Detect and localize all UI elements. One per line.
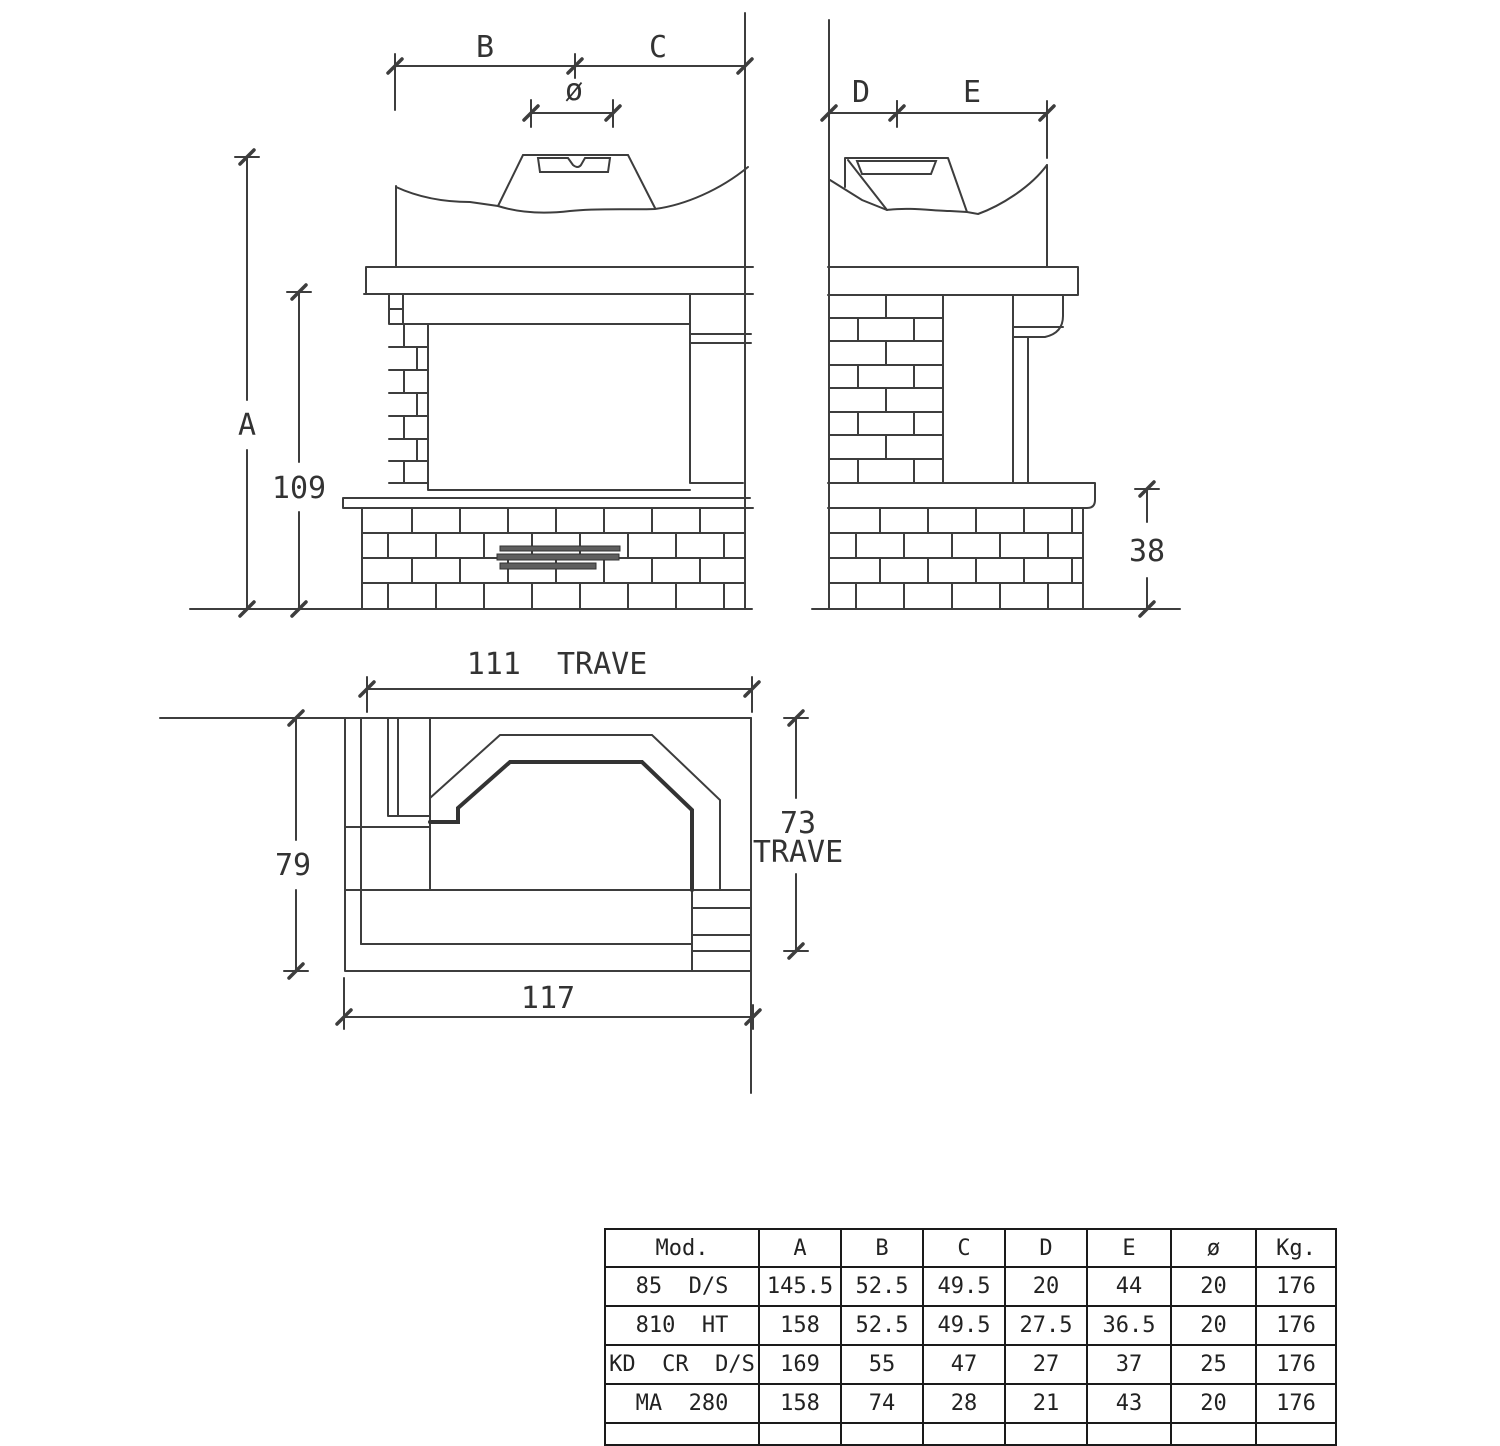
corbel [1013,295,1063,337]
value-a: 145.5 [759,1267,841,1306]
flue-collar-notched-plate [538,158,610,172]
value-diameter: 20 [1171,1384,1256,1423]
label-dim-c: C [648,30,668,65]
col-header-diameter: ø [1171,1229,1256,1267]
table-header-row [605,1229,1336,1267]
firebox-opening [428,324,690,490]
side-wall-break-line [830,165,1047,214]
col-header-mod: Mod. [605,1229,759,1267]
side-mantel-shelf [828,267,1078,295]
label-dim-e: E [962,75,982,110]
value-d: 21 [1005,1384,1087,1423]
value-c: 49.5 [923,1267,1005,1306]
value-e: 37 [1087,1345,1171,1384]
label-dim-diameter: ø [564,73,584,108]
ash-grill [497,546,620,569]
value-c: 47 [923,1345,1005,1384]
value-d: 27.5 [1005,1306,1087,1345]
flue-collar-trapezoid [498,155,655,208]
dimensions-table [604,1228,1337,1446]
value-kg: 176 [1256,1384,1336,1423]
value-a: 158 [759,1384,841,1423]
plan-firebox-outline [430,762,692,890]
frieze-left-jamb [389,294,690,324]
label-dim-79: 79 [274,848,312,883]
label-dim-a: A [237,408,257,443]
col-header-c: C [923,1229,1005,1267]
value-a: 158 [759,1306,841,1345]
label-dim-109: 109 [271,471,327,506]
label-dim-d: D [851,75,871,110]
plan-outer-chamfer [430,735,720,890]
front-view [190,13,753,609]
label-dim-b: B [475,30,495,65]
side-flue-collar [845,158,967,212]
side-wall-bricks [830,295,943,483]
model-name: MA 280 [605,1384,759,1423]
col-header-d: D [1005,1229,1087,1267]
value-a: 169 [759,1345,841,1384]
label-dim-73-word: TRAVE [752,835,844,870]
table-row [605,1384,1336,1423]
model-name: KD CR D/S [605,1345,759,1384]
table-row-clipped [605,1423,1336,1445]
hearth-shelf [343,498,753,508]
col-header-e: E [1087,1229,1171,1267]
tick-marks [235,54,1159,1029]
col-header-a: A [759,1229,841,1267]
right-jamb-edge [690,294,743,483]
side-column-edges [943,295,1028,483]
plan-view [160,689,796,1093]
left-column-bricks [389,324,428,483]
plan-right-box [692,890,751,971]
label-dim-38: 38 [1128,534,1166,569]
col-header-b: B [841,1229,923,1267]
value-kg: 176 [1256,1306,1336,1345]
mantel-shelf [364,267,753,294]
value-diameter: 20 [1171,1267,1256,1306]
plan-inner-walls [345,718,430,944]
value-d: 27 [1005,1345,1087,1384]
label-dim-111-trave: 111 TRAVE [466,647,648,682]
dim-line-111 [367,689,752,712]
wall-break-line [396,167,748,213]
value-c: 49.5 [923,1306,1005,1345]
table-row [605,1345,1336,1384]
value-diameter: 25 [1171,1345,1256,1384]
right-jamb-capital-bands [690,334,751,343]
value-d: 20 [1005,1267,1087,1306]
label-dim-73: 73 [779,806,817,841]
value-b: 52.5 [841,1267,923,1306]
table-row [605,1267,1336,1306]
col-header-kg: Kg. [1256,1229,1336,1267]
side-base-bricks [830,508,1083,609]
dimension-labels [238,30,1165,1016]
value-b: 55 [841,1345,923,1384]
value-kg: 176 [1256,1267,1336,1306]
side-hearth-shelf [828,483,1095,508]
value-c: 28 [923,1384,1005,1423]
value-e: 43 [1087,1384,1171,1423]
value-b: 52.5 [841,1306,923,1345]
value-e: 44 [1087,1267,1171,1306]
model-name: 810 HT [605,1306,759,1345]
value-b: 74 [841,1384,923,1423]
table-row [605,1306,1336,1345]
value-diameter: 20 [1171,1306,1256,1345]
value-kg: 176 [1256,1345,1336,1384]
label-dim-117: 117 [520,981,576,1016]
model-name: 85 D/S [605,1267,759,1306]
value-e: 36.5 [1087,1306,1171,1345]
